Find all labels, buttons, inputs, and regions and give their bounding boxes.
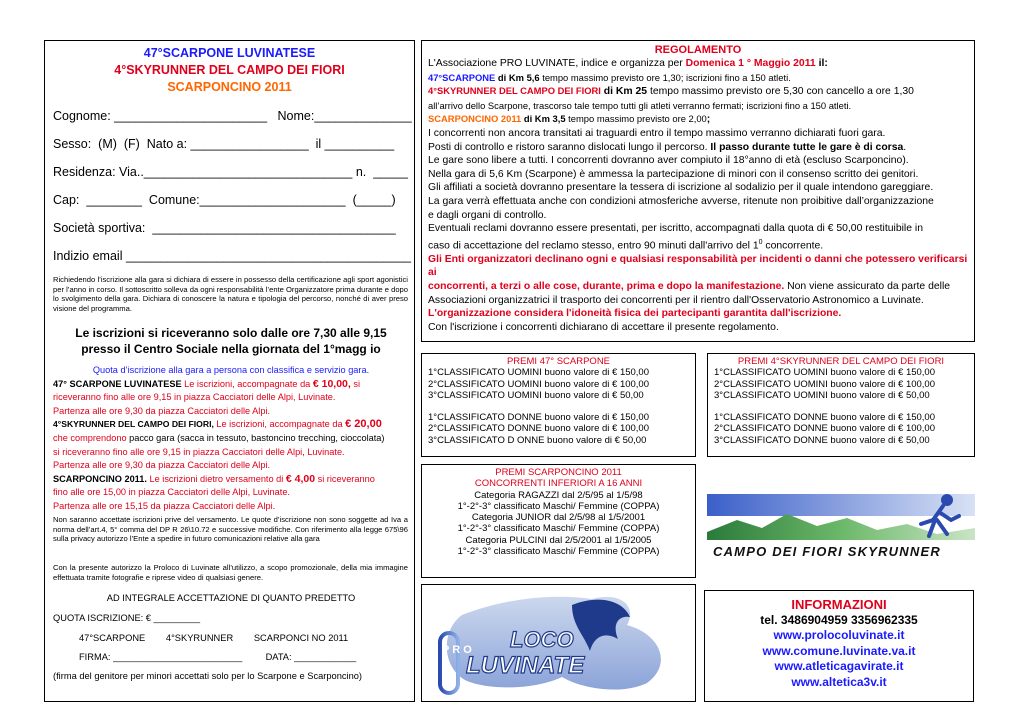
rule-l14b: concorrente. (762, 240, 824, 252)
field-cap[interactable]: Cap: ________ Comune:_____________________ (_____) (53, 193, 396, 207)
registration-form (44, 40, 415, 702)
prizes-sp-title1: PREMI SCARPONCINO 2011 (495, 467, 622, 478)
title-skyrunner: 4°SKYRUNNER DEL CAMPO DEI FIORI (114, 63, 345, 77)
quota-line: Quota d’iscrizione alla gara a persona con classifica e servizio gara. (92, 365, 370, 375)
fee-scarpone-line3: Partenza alle ore 9,30 da piazza Cacciatori delle Alpi. (53, 405, 271, 416)
rule-l16a: concorrenti, a terzi o alle cose, durante, prima e dopo la manifestazione. (428, 280, 785, 292)
field-societa[interactable]: Società sportiva: ___________________________________ (53, 221, 396, 235)
rule-line: Gli affiliati a società dovranno presentare la tessera di iscrizione al sodalizio per il quale intendono gareggiare. (428, 182, 934, 194)
fee-sky-name: 4°SKYRUNNER DEL CAMPO DEI FIORI, (53, 419, 214, 430)
iscrizioni-notice (53, 325, 409, 357)
fee-sky-text: Le iscrizioni, accompagnate da (213, 419, 346, 430)
prizes-sp-title2: CONCORRENTI INFERIORI A 16 ANNI (474, 478, 643, 490)
rule-line: I concorrenti non ancora transitati ai traguardi entro il tempo massimo verranno dichiarati fuori gara. (428, 127, 886, 139)
iscrizioni-line1: Le iscrizioni si riceveranno solo dalle ore 7,30 alle 9,15 (75, 326, 387, 340)
fee-scarpone-line2: riceveranno fino alle ore 9,15 in piazza Cacciatori delle Alpi, Luvinate. (53, 392, 336, 403)
rule-scarpone-text: tempo massimo previsto ore 1,30; iscrizioni fino a 150 atleti. (539, 71, 791, 83)
prizes-scarponcino (421, 464, 696, 578)
field-residenza[interactable]: Residenza: Via..______________________________ n. _____ (53, 165, 408, 179)
prize-row: 3°CLASSIFICATO D ONNE buono valore di € 50,00 (428, 434, 647, 446)
rule-line: Le gare sono libere a tutti. I concorrenti dovranno aver compiuto il 18°anno di età (escluso Scarponcino). (428, 155, 909, 167)
rule-sky: 4°SKYRUNNER DEL CAMPO DEI FIORI (428, 85, 601, 97)
fee-scarpone (53, 378, 409, 392)
rule-line: L'organizzazione considera l'idoneità fisica dei partecipanti garantita dall'iscrizione. (428, 308, 842, 320)
prize-row: Categoria RAGAZZI dal 2/5/95 al 1/5/98 (474, 489, 643, 501)
prize-row: 2°CLASSIFICATO UOMINI buono valore di € 100,00 (428, 378, 649, 390)
fee-sky-line4: Partenza alle ore 9,30 da piazza Cacciatori delle Alpi. (53, 460, 271, 471)
fee-scarpone-text: Le iscrizioni, accompagnate da (181, 378, 313, 389)
fee-sp-line3: Partenza alle ore 15,15 da piazza Cacciatori delle Alpi. (53, 500, 276, 511)
fee-sp-text: Le iscrizioni dietro versamento di (146, 473, 286, 484)
logo-luvinate: LUVINATE (466, 652, 585, 679)
prize-row: 3°CLASSIFICATO UOMINI buono valore di € 50,00 (428, 389, 644, 401)
field-email[interactable]: Indizio email _________________________________________ (53, 249, 411, 263)
rules-title: REGOLAMENTO (654, 44, 742, 56)
fee-sp-amount: € 4,00 (285, 472, 316, 485)
prizes-scarpone (421, 353, 696, 457)
rule-line: Gli Enti organizzatori declinano ogni e qualsiasi responsabilità per incidenti o danni che potessero verificarsi ai (428, 253, 968, 279)
skyrunner-logo-graphic (707, 490, 975, 565)
rule-line (428, 236, 968, 253)
prizes-scarpone-title: PREMI 47° SCARPONE (506, 356, 611, 367)
rule-scarpone-km: di Km 5,6 (495, 71, 540, 83)
rule-sp-semicolon: ; (706, 114, 711, 126)
rule-line (428, 57, 968, 71)
info-title: INFORMAZIONI (791, 597, 887, 612)
signature-line[interactable]: FIRMA: _________________________ DATA: ____________ (79, 652, 357, 662)
form-titles (45, 45, 414, 96)
fee-sp-line2: fino alle ore 15,00 in piazza Cacciatori delle Alpi, Luvinate. (53, 487, 290, 498)
fee-scarpone-tail: si (350, 378, 360, 389)
prize-row: 1°CLASSIFICATO DONNE buono valore di € 150,00 (428, 412, 650, 424)
prize-row: 1°-2°-3° classificato Maschi/ Femmine (COPPA) (457, 546, 660, 558)
fee-scarpone-amount: € 10,00, (312, 377, 351, 390)
rule-scarpone: 47°SCARPONE (428, 71, 496, 83)
rule-sp-km: di Km 3,5 (521, 113, 566, 125)
rule-date: Domenica 1 ° Maggio 2011 (685, 58, 816, 69)
rule-l1c: il: (815, 58, 828, 69)
info-link[interactable]: www.altetica3v.it (791, 674, 887, 689)
races-line: 47°SCARPONE 4°SKYRUNNER SCARPONCI NO 2011 (79, 633, 349, 643)
rule-sp: SCARPONCINO 2011 (428, 113, 522, 125)
prizes-sky-title: PREMI 4°SKYRUNNER DEL CAMPO DEI FIORI (737, 356, 945, 367)
rule-l14a: caso di accettazione del reclamo stesso, entro 90 minuti dall'arrivo del 1 (428, 240, 759, 252)
logo-loco: LOCO (510, 627, 574, 652)
prize-row: Categoria PULCINI dal 2/5/2001 al 1/5/2005 (465, 534, 652, 546)
prize-row: Categoria JUNIOR dal 2/5/98 al 1/5/2001 (471, 512, 646, 524)
fee-sp-tail: si riceveranno (315, 473, 375, 484)
info-phone: tel. 3486904959 3356962335 (760, 612, 918, 627)
skyrunner-logo (707, 490, 975, 565)
fee-sp (53, 473, 409, 487)
rule-line: La gara verrà effettuata anche con condizioni atmosferiche avverse, ritenute non proibitive dall’organizzazione (428, 195, 934, 207)
prize-row: 2°CLASSIFICATO DONNE buono valore di € 100,00 (428, 423, 650, 435)
fees-section (53, 364, 409, 514)
quota-iscrizione[interactable]: QUOTA ISCRIZIONE: € _________ (53, 613, 201, 623)
title-scarponcino: SCARPONCINO 2011 (167, 80, 292, 94)
genitore-note: (firma del genitore per minori accettati solo per lo Scarpone e Scarponcino) (53, 671, 363, 681)
rule-line (428, 112, 968, 127)
rule-sp-text: tempo massimo previsto ore 2,00 (565, 113, 707, 125)
rule-line (428, 84, 968, 99)
prize-row: 1°-2°-3° classificato Maschi/ Femmine (COPPA) (457, 523, 660, 535)
rule-l14sup: 0 (758, 238, 763, 246)
skyrunner-logo-text: CAMPO DEI FIORI SKYRUNNER (713, 544, 941, 559)
info-link[interactable]: www.prolocoluvinate.it (773, 628, 905, 642)
field-sesso[interactable]: Sesso: (M) (F) Nato a: _________________ il __________ (53, 137, 395, 151)
info-box (704, 590, 974, 702)
prize-row: 2°CLASSIFICATO UOMINI buono valore di € 100,00 (714, 378, 935, 390)
title-scarpone: 47°SCARPONE LUVINATESE (143, 46, 316, 60)
info-link[interactable]: www.comune.luvinate.va.it (762, 643, 916, 658)
fee-scarpone-name: 47° SCARPONE LUVINATESE (53, 378, 182, 389)
accept-line: AD INTEGRALE ACCETTAZIONE DI QUANTO PREDETTO (106, 593, 356, 603)
rule-line: Associazioni organizzatrici il trasporto dei concorrenti per il rientro dall'Osservatorio Astronomico a Luvinate. (428, 294, 924, 306)
fee-sky-line2b: pacco gara (sacca in tessuto, bastoncino trecching, cioccolata) (129, 432, 385, 443)
rule-line: Con l'iscrizione i concorrenti dichiarano di accettare il presente regolamento. (428, 321, 779, 333)
prize-row: 1°CLASSIFICATO UOMINI buono valore di € 150,00 (714, 367, 935, 379)
logo-pro-letters: P R O (442, 644, 472, 656)
prize-row: 1°CLASSIFICATO UOMINI buono valore di € 150,00 (428, 367, 649, 379)
rule-sky-text: tempo massimo previsto ore 5,30 con cancello a ore 1,30 (647, 86, 914, 98)
proloco-text: Con la presente autorizzo la Proloco di Luvinate all’utilizzo, a scopo promozionale, della mia immagine effettuata tramite fotografie e riprese video di qualsiasi genere. (53, 563, 408, 582)
info-link[interactable]: www.atleticagavirate.it (774, 659, 904, 673)
proloco-logo (421, 584, 696, 702)
rule-line: all’arrivo dello Scarpone, trascorso tale tempo tutti gli atleti verranno fermati; iscrizioni fino a 150 atleti. (428, 99, 852, 111)
rule-line (428, 141, 968, 155)
rule-line: e dagli organi di controllo. (428, 209, 547, 221)
prize-row: 2°CLASSIFICATO DONNE buono valore di € 100,00 (714, 423, 936, 435)
fee-sky-line2a: che comprendono (53, 432, 130, 443)
rule-line: Nella gara di 5,6 Km (Scarpone) è ammessa la partecipazione di minori con il consenso scritto dei genitori. (428, 168, 919, 180)
prize-row: 1°CLASSIFICATO DONNE buono valore di € 150,00 (714, 412, 936, 424)
field-cognome[interactable]: Cognome: ______________________ Nome:______________ (53, 109, 412, 123)
rules-body (428, 57, 968, 334)
fee-sky (53, 418, 409, 432)
disclaimer-text: Richiedendo l’iscrizione alla gara si dichiara di essere in possesso della certificazione agli sport agonistici per l’anno in corso. Il sottoscritto solleva da ogni responsabilità l’ente Organizzatore prima durante e dopo lo svolgimento della gara. Dichiara di conoscere la natura e tipologia del percorso, nonché di aver preso visione del programma. (53, 275, 408, 313)
prizes-skyrunner (707, 353, 975, 457)
rule-l7c: . (903, 141, 907, 153)
rules-box (421, 40, 975, 342)
proloco-logo-graphic (422, 585, 695, 701)
fee-sp-name: SCARPONCINO 2011. (53, 473, 147, 484)
fee-sky-line3: si riceveranno fino alle ore 9,15 in piazza Cacciatori delle Alpi, Luvinate. (53, 446, 345, 457)
rule-l16b: Non viene assicurato da parte delle (784, 280, 951, 292)
iscrizioni-line2: presso il Centro Sociale nella giornata del 1°magg io (81, 342, 381, 356)
fee-sky-amount: € 20,00 (345, 418, 382, 431)
prize-row: 3°CLASSIFICATO UOMINI buono valore di € 50,00 (714, 389, 930, 401)
rule-l7a: Posti di controllo e ristoro saranno dislocati lungo il percorso. (428, 141, 711, 153)
prize-row: 3°CLASSIFICATO DONNE buono valore di € 50,00 (714, 434, 930, 446)
rule-line: Eventuali reclami dovranno essere presentati, per iscritto, accompagnati dalla quota di € 50,00 restituibile in (428, 223, 923, 235)
rule-l7b: Il passo durante tutte le gare è di corsa (710, 141, 904, 153)
prize-row: 1°-2°-3° classificato Maschi/ Femmine (COPPA) (457, 500, 660, 512)
rule-l1a: L'Associazione PRO LUVINATE, indice e organizza per (428, 58, 686, 69)
rule-line (428, 71, 968, 85)
rule-line (428, 280, 968, 294)
fee-sky-line2 (53, 432, 409, 446)
privacy-text: Non saranno accettate iscrizioni prive del versamento. Le quote d’iscrizione non sono soggette ad Iva a norma dell’art.4, 5° comma del DP R 26\10.72 e successive modifiche. Con riferimento alla legge 675\96 sulla privacy autorizzo l’Ente a spedire in futuro comunicazioni relative alla gara (53, 515, 408, 544)
rule-sky-km: di Km 25 (600, 86, 648, 98)
